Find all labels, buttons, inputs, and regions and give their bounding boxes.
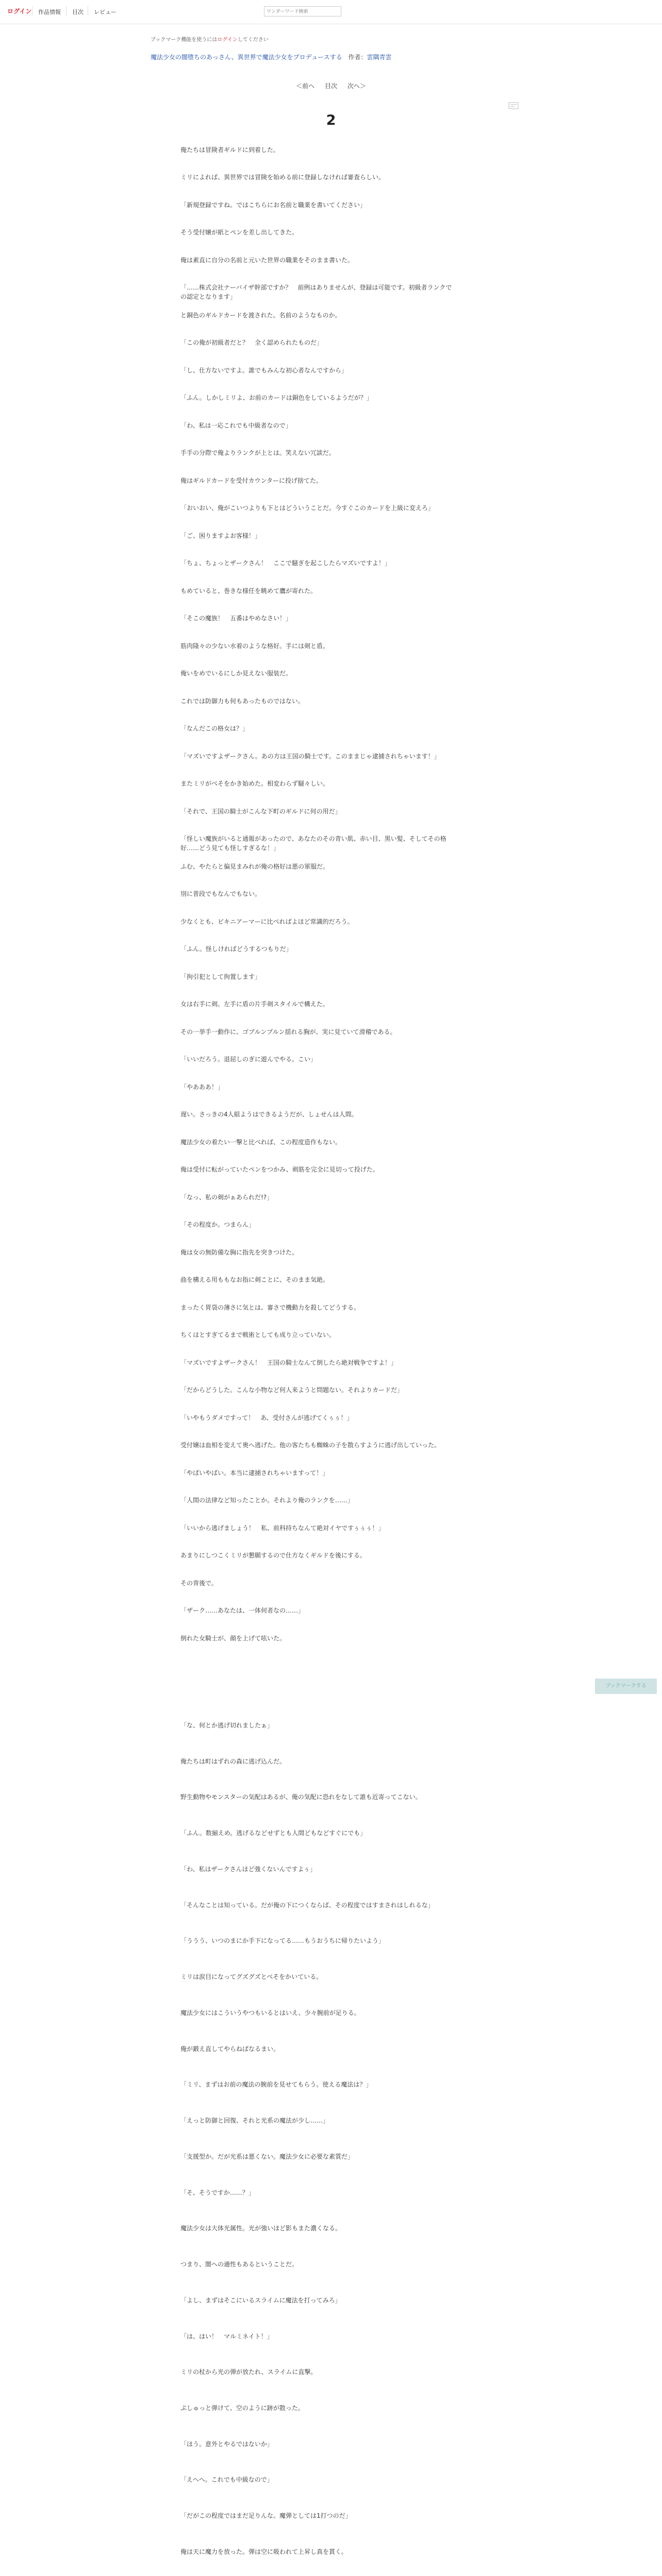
paragraph: 「人間の法律など知ったことか。それより俺のランクを……」 <box>180 1497 354 1504</box>
paragraph: 女は右手に剣、左手に盾の片手剣スタイルで構えた。 <box>180 1001 329 1008</box>
paragraph: 「そんなことは知っている。だが俺の下につくならば、その程度ではすまされはしれるな」 <box>180 1902 434 1909</box>
author-link[interactable]: 雲隅青雲 <box>367 54 392 61</box>
paragraph: 「怪しい魔族がいると通報があったので、あなたのその青い肌、赤い目、黒い髪、そしてその格好……どう見ても怪しすぎるな！」 <box>180 835 446 852</box>
paragraph: 「は、はい！ マルミネイト！」 <box>180 2333 273 2340</box>
paragraph: 「ザーク……あなたは、一体何者なの……」 <box>180 1607 305 1614</box>
paragraph: 「マズいですよザークさん！ 王国の騎士なんて倒したら絶対戦争ですよ！」 <box>180 1359 398 1366</box>
paragraph: 「そ、そうですか……？」 <box>180 2189 255 2196</box>
paragraph: ミリは涙目になってグズグズとべそをかいている。 <box>180 1973 323 1980</box>
paragraph: 「支援型か。だが光系は悪くない。魔法少女に必要な素質だ」 <box>180 2153 354 2160</box>
paragraph: 俺たちは町はずれの森に逃げ込んだ。 <box>180 1758 286 1765</box>
paragraph: つまり、闇への適性もあるということだ。 <box>180 2261 299 2268</box>
bookmark-login-link[interactable]: ログイン <box>217 37 238 43</box>
paragraph: 俺は天に魔力を放った。弾は空に吸われて上昇し真を貫く。 <box>180 2548 347 2555</box>
paragraph: そう受付嬢が紙とペンを差し出してきた。 <box>180 229 299 236</box>
paragraph: 俺はギルドカードを受付カウンターに投げ捨てた。 <box>180 477 323 484</box>
paragraph: その一挙手一動作に、ゴブルンブルン揺れる胸が、実に見ていて滑稽である。 <box>180 1028 396 1036</box>
paragraph: ミリによれば、異世界では冒険を始める前に登録しなければ審査らしい。 <box>180 174 385 181</box>
paragraph: 俺たちは冒険者ギルドに到着した。 <box>180 146 279 154</box>
paragraph: 「ちょ、ちょっとザークさん！ ここで騒ぎを起こしたらマズいですよ！」 <box>180 560 391 567</box>
paragraph: 「だからどうした。こんな小物など何人来ようと問題ない。それよりカードだ」 <box>180 1386 404 1394</box>
paragraph: 「新規登録ですね。ではこちらにお名前と職業を書いてください」 <box>180 201 367 209</box>
paragraph: 「し、仕方ないですよ。誰でもみんな初心者なんですから」 <box>180 367 348 374</box>
next-link[interactable]: 次へ＞ <box>347 82 366 90</box>
paragraph: 「その程度か。つまらん」 <box>180 1221 255 1228</box>
paragraph: 「ふん。しかしミリよ、お前のカードは銅色をしているようだが？」 <box>180 394 373 401</box>
paragraph: 「……株式会社ナーバイザ幹部ですか？ 前例はありませんが、登録は可能です。初級者ランクでの認定となります」 <box>180 284 452 300</box>
paragraph: 少なくとも、ビキニアーマーに比べればよほど常識的だろう。 <box>180 918 354 925</box>
prev-link[interactable]: ＜前へ <box>296 82 315 90</box>
paragraph: 遅い。さっきの4人組ようはできるようだが、しょせんは人間。 <box>180 1111 358 1118</box>
toc-link[interactable]: 目次 <box>324 82 337 90</box>
paragraph: 魔法少女にはこういうやつもいるとはいえ、少々腕前が足りる。 <box>180 2009 360 2016</box>
nav-item-toc[interactable]: 目次 <box>72 9 84 15</box>
paragraph: 「ミリ、まずはお前の魔法の腕前を見せてもらう。使える魔法は？」 <box>180 2081 372 2088</box>
paragraph: 「ご、困りますよお客様！」 <box>180 532 261 539</box>
paragraph: ふむ、やたらと偏見まみれが俺の格好は悪の軍服だ。 <box>180 863 329 870</box>
paragraph: 「よし、まずはそこにいるスライムに魔法を打ってみろ」 <box>180 2297 341 2304</box>
paragraph: またミリがべそをかき始めた。相変わらず騒々しい。 <box>180 780 329 787</box>
nav-item-review[interactable]: レビュー <box>94 9 117 15</box>
paragraph: 筋肉隆々の少ない水着のような格好。手には剣と盾。 <box>180 642 329 650</box>
paragraph: 俺が鍛え直してやらねばなるまい。 <box>180 2045 280 2053</box>
pager-top <box>0 81 662 90</box>
paragraph: 「だがこの程度ではまだ足りんな。魔弾としては1打つのだ」 <box>180 2512 352 2519</box>
paragraph: 俺は女の無防備な胸に指先を突きつけた。 <box>180 1249 299 1256</box>
paragraph: 「いいから逃げましょう！ 私、前科持ちなんて絶対イヤですぅぅぅ！」 <box>180 1524 385 1532</box>
paragraph: 「拘引犯として拘置します」 <box>180 973 261 980</box>
paragraph: ぷしゅっと弾けて、空のように跡が散った。 <box>180 2404 304 2412</box>
paragraph: 手手の分際で俺よりランクが上とは。笑えない冗談だ。 <box>180 449 335 456</box>
bookmark-note-prefix: ブックマーク機能を使うには <box>151 37 218 43</box>
bookmark-login-note <box>151 35 269 43</box>
paragraph: 「なっ、私の剣がぁあられだ!?」 <box>180 1194 273 1201</box>
nav-divider <box>66 6 67 15</box>
display-settings-icon[interactable] <box>508 102 519 109</box>
paragraph: 「おいおい、俺がこいつよりも下とはどういうことだ。今すぐこのカードを上級に変えろ」 <box>180 504 435 512</box>
paragraph: ミリの杖から光の弾が放たれ、スライムに直撃。 <box>180 2368 317 2376</box>
paragraph: 「ううう、いつのまにか手下になってる……もうおうちに帰りたいよう」 <box>180 1937 385 1944</box>
paragraph: 「マズいですよザークさん。あの方は王国の騎士です。このままじゃ逮捕されちゃいます！」 <box>180 753 440 760</box>
paragraph: 受付嬢は血相を変えて奥へ逃げた。他の客たちも蜘蛛の子を散らすように逃げ出していった。 <box>180 1442 441 1449</box>
login-link[interactable]: ログイン <box>7 8 32 15</box>
paragraph: と銅色のギルドカードを渡された。名前のようなものか。 <box>180 312 341 319</box>
story-title-link[interactable]: 魔法少女の闇堕ちのあっさん、異世界で魔法少女をプロデュースする <box>151 54 342 61</box>
paragraph: 別に普段でもなんでもない。 <box>180 890 261 897</box>
paragraph: 魔法少女の着たい一撃と比べれば、この程度造作もない。 <box>180 1139 342 1146</box>
paragraph: 倒れた女騎士が、顔を上げて呟いた。 <box>180 1635 286 1642</box>
bookmark-note-suffix: してください <box>237 37 269 43</box>
paragraph: あまりにしつこくミリが懇願するので仕方なくギルドを後にする。 <box>180 1552 366 1559</box>
paragraph: 野生動物やモンスターの気配はあるが、俺の気配に恐れをなして誰も近寄ってこない。 <box>180 1793 422 1801</box>
paragraph: 「ふん。怪しければどうするつもりだ」 <box>180 945 292 953</box>
paragraph: 俺いをめでいるにしか見えない服装だ。 <box>180 670 292 677</box>
paragraph: 「いいだろう。退屈しのぎに遊んでやる。こい」 <box>180 1056 317 1063</box>
paragraph: 「えっと防御と回復、それと光系の魔法が少し……」 <box>180 2117 329 2124</box>
paragraph: 「そこの魔族！ 五番はやめなさい！」 <box>180 615 292 622</box>
paragraph: 「えへへ。これでも中級なので」 <box>180 2476 273 2483</box>
paragraph: 「やばいやばい。本当に逮捕されちゃいますって！」 <box>180 1469 329 1477</box>
paragraph: もめていると、巻きな様任を眺めて鷹が寄れた。 <box>180 587 317 595</box>
nav-item-work-info[interactable]: 作品情報 <box>38 9 61 15</box>
paragraph: 俺は受付に転がっていたペンをつかみ、剣筋を完全に見切って投げた。 <box>180 1166 379 1173</box>
paragraph: まったく胃袋の薄さに気とは、審さで機動力を殺してどうする。 <box>180 1304 360 1311</box>
paragraph: 「わ、私は一応これでも中級者なので」 <box>180 422 292 429</box>
paragraph: 魔法少女は大体光属性。光が強いほど影もまた濃くなる。 <box>180 2225 342 2232</box>
search-input[interactable] <box>264 6 341 16</box>
story-header <box>151 53 392 61</box>
chapter-number: 2 <box>326 112 336 128</box>
paragraph: これでは防御力も何もあったものではない。 <box>180 698 304 705</box>
paragraph: 「なんだこの格女は？」 <box>180 725 249 732</box>
paragraph: その背後で。 <box>180 1580 218 1587</box>
paragraph: 俺は素直に自分の名前と元いた世界の職業をそのまま書いた。 <box>180 257 354 264</box>
paragraph: 「いやもうダメですって！ あ、受付さんが逃げてくぅぅ！」 <box>180 1414 353 1421</box>
paragraph: 「ふん。数揃えめ。逃げるなどせずとも人間どもなどすぐにでも」 <box>180 1829 367 1837</box>
paragraph: 「それで、王国の騎士がこんな下町のギルドに何の用だ」 <box>180 808 341 815</box>
paragraph: ちくはとすぎてるまで戦術としても成り立っていない。 <box>180 1331 336 1338</box>
top-nav-bar <box>0 0 662 24</box>
author-label: 作者： <box>348 54 367 61</box>
paragraph: 「やあああ！」 <box>180 1083 224 1091</box>
paragraph: 「この俺が初級者だと？ 全く認められたものだ」 <box>180 339 323 346</box>
paragraph: 「わ、私はザークさんほど強くないんですよぅ」 <box>180 1866 317 1873</box>
paragraph: 「な、何とか逃げ切れましたぁ」 <box>180 1722 274 1729</box>
paragraph: 「ほう。意外とやるではないか」 <box>180 2441 273 2448</box>
bookmark-button[interactable]: ブックマークする <box>595 1679 657 1694</box>
paragraph: 曲を構える用ももなお指に剣ことに、そのまま気絶。 <box>180 1276 329 1283</box>
